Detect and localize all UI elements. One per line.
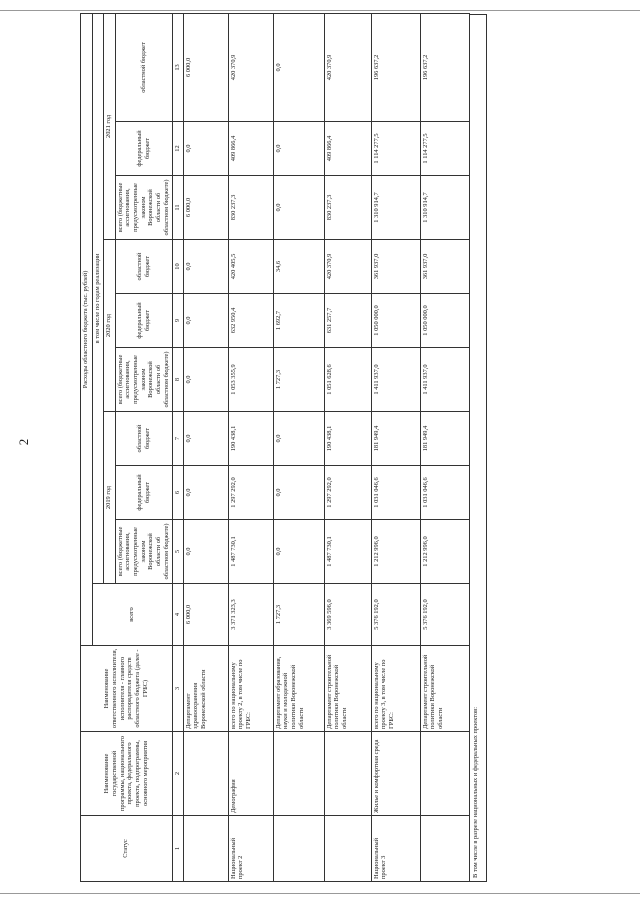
row-value: 190 438,1: [324, 412, 371, 466]
row-value: 0,0: [183, 520, 228, 584]
row-value: 361 937,0: [420, 240, 469, 294]
row-value: 1 727,3: [273, 584, 324, 646]
budget-table: [80, 13, 470, 882]
row-executor: всего по национальному проекту 3, в том числе по ГРБС:: [371, 646, 420, 732]
row-value: 196 637,2: [371, 13, 420, 121]
row-value: 0,0: [273, 122, 324, 176]
table-row: [228, 13, 273, 881]
row-value: 830 237,3: [228, 176, 273, 240]
index-cell: 9: [172, 294, 183, 348]
row-executor: Департамент образования, науки и молодежной политики Воронежской области: [273, 646, 324, 732]
row-value: 0,0: [183, 240, 228, 294]
index-cell: 2: [172, 732, 183, 816]
row-name: [183, 732, 228, 816]
row-name: Жилье и комфортная среда: [371, 732, 420, 816]
row-value: 181 949,4: [371, 412, 420, 466]
header-2020-regional: областной бюджет: [115, 240, 172, 294]
row-value: 6 000,0: [183, 584, 228, 646]
row-value: 34,6: [273, 240, 324, 294]
header-year-2021: 2021 год: [103, 13, 115, 239]
row-value: 1 114 277,5: [420, 122, 469, 176]
row-executor: Департамент здравоохранения Воронежской области: [183, 646, 228, 732]
row-value: 0,0: [183, 466, 228, 520]
row-status: [273, 816, 324, 882]
index-cell: 5: [172, 520, 183, 584]
row-value: 1 310 914,7: [420, 176, 469, 240]
row-value: 0,0: [273, 466, 324, 520]
header-2020-all: всего (бюджетные ассигнования, предусмотренные законом Воронежской области об областном бюджете): [115, 348, 172, 412]
row-value: 0,0: [273, 13, 324, 121]
row-value: 5 376 192,0: [371, 584, 420, 646]
row-value: 830 237,3: [324, 176, 371, 240]
row-value: 0,0: [183, 412, 228, 466]
row-value: 1 692,7: [273, 294, 324, 348]
row-name: [324, 732, 371, 816]
row-value: 1 053 355,9: [228, 348, 273, 412]
table-row: [183, 13, 228, 881]
row-value: 409 866,4: [324, 122, 371, 176]
row-value: 1 297 292,0: [228, 466, 273, 520]
table-row: [273, 13, 324, 881]
row-value: 632 950,4: [228, 294, 273, 348]
index-cell: 11: [172, 176, 183, 240]
header-by-years: в том числе по годам реализации: [93, 13, 104, 583]
header-2021-regional: областной бюджет: [115, 13, 172, 121]
row-status: [324, 816, 371, 882]
top-border-line: [0, 10, 640, 11]
header-2021-all: всего (бюджетные ассигнования, предусмотренные законом Воронежской области об областном бюджете): [115, 176, 172, 240]
table-footnote: В том числе в разрезе национальных и федеральных проектов:: [470, 14, 487, 882]
table-row: [324, 13, 371, 881]
row-value: 409 866,4: [228, 122, 273, 176]
row-status: [420, 816, 469, 882]
row-status: [183, 816, 228, 882]
row-value: 420 370,9: [324, 240, 371, 294]
row-value: 1 212 996,0: [371, 520, 420, 584]
row-executor: Департамент строительной политики Воронежской области: [324, 646, 371, 732]
index-cell: 4: [172, 584, 183, 646]
index-cell: 8: [172, 348, 183, 412]
header-2019-federal: федеральный бюджет: [115, 466, 172, 520]
row-name: [420, 732, 469, 816]
row-value: 190 438,1: [228, 412, 273, 466]
row-value: 1 487 730,1: [228, 520, 273, 584]
row-value: 361 937,0: [371, 240, 420, 294]
row-value: 1 411 937,0: [371, 348, 420, 412]
index-cell: 10: [172, 240, 183, 294]
row-value: 1 212 996,0: [420, 520, 469, 584]
row-value: 1 050 000,0: [371, 294, 420, 348]
index-row: [172, 13, 183, 881]
row-value: 1 310 914,7: [371, 176, 420, 240]
row-value: 1 411 937,0: [420, 348, 469, 412]
index-cell: 7: [172, 412, 183, 466]
row-value: 181 949,4: [420, 412, 469, 466]
page-number: 2: [16, 438, 31, 446]
row-value: 420 370,9: [324, 13, 371, 121]
row-value: 1 487 730,1: [324, 520, 371, 584]
index-cell: 13: [172, 13, 183, 121]
row-value: 420 370,9: [228, 13, 273, 121]
row-name: Демография: [228, 732, 273, 816]
header-expenses: Расходы областного бюджета (тыс. рублей): [81, 13, 93, 645]
rotated-table-sheet: [80, 14, 558, 882]
header-status: Статус: [81, 816, 173, 882]
header-executor: Наименование ответственного исполнителя, исполнителя - главного распорядителя средств областного бюджета (далее - ГРБС): [81, 646, 173, 732]
table-row: [371, 13, 420, 881]
row-value: 1 727,3: [273, 348, 324, 412]
row-value: 1 114 277,5: [371, 122, 420, 176]
row-status: Национальный проект 2: [228, 816, 273, 882]
index-cell: 3: [172, 646, 183, 732]
index-cell: 12: [172, 122, 183, 176]
row-value: 1 031 046,6: [371, 466, 420, 520]
row-value: 0,0: [183, 122, 228, 176]
row-value: 5 376 192,0: [420, 584, 469, 646]
row-value: 6 000,0: [183, 176, 228, 240]
row-status: Национальный проект 3: [371, 816, 420, 882]
row-value: 0,0: [183, 348, 228, 412]
row-executor: всего по национальному проекту 2, в том числе по ГРБС:: [228, 646, 273, 732]
header-2019-regional: областной бюджет: [115, 412, 172, 466]
header-name: Наименование государственной программы, национального проекта, федерального проекта, подпрограммы, основного мероприятия: [81, 732, 173, 816]
row-value: 3 369 596,0: [324, 584, 371, 646]
row-value: 1 297 292,0: [324, 466, 371, 520]
header-2021-federal: федеральный бюджет: [115, 122, 172, 176]
row-value: 0,0: [183, 294, 228, 348]
row-value: 1 031 046,6: [420, 466, 469, 520]
header-total: всего: [93, 584, 173, 646]
row-executor: Департамент строительной политики Воронежской области: [420, 646, 469, 732]
row-value: 1 050 000,0: [420, 294, 469, 348]
bottom-border-line: [0, 893, 640, 894]
row-value: 0,0: [273, 520, 324, 584]
index-cell: 1: [172, 816, 183, 882]
header-year-2019: 2019 год: [103, 412, 115, 584]
index-cell: 6: [172, 466, 183, 520]
header-2019-all: всего (бюджетные ассигнования, предусмотренные законом Воронежской области об областном бюджете): [115, 520, 172, 584]
row-name: [273, 732, 324, 816]
row-value: 0,0: [273, 412, 324, 466]
header-2020-federal: федеральный бюджет: [115, 294, 172, 348]
row-value: 631 257,7: [324, 294, 371, 348]
row-value: 1 051 628,6: [324, 348, 371, 412]
row-value: 0,0: [273, 176, 324, 240]
row-value: 6 000,0: [183, 13, 228, 121]
row-value: 3 371 323,3: [228, 584, 273, 646]
row-value: 196 637,2: [420, 13, 469, 121]
row-value: 420 405,5: [228, 240, 273, 294]
header-year-2020: 2020 год: [103, 240, 115, 412]
table-row: [420, 13, 469, 881]
